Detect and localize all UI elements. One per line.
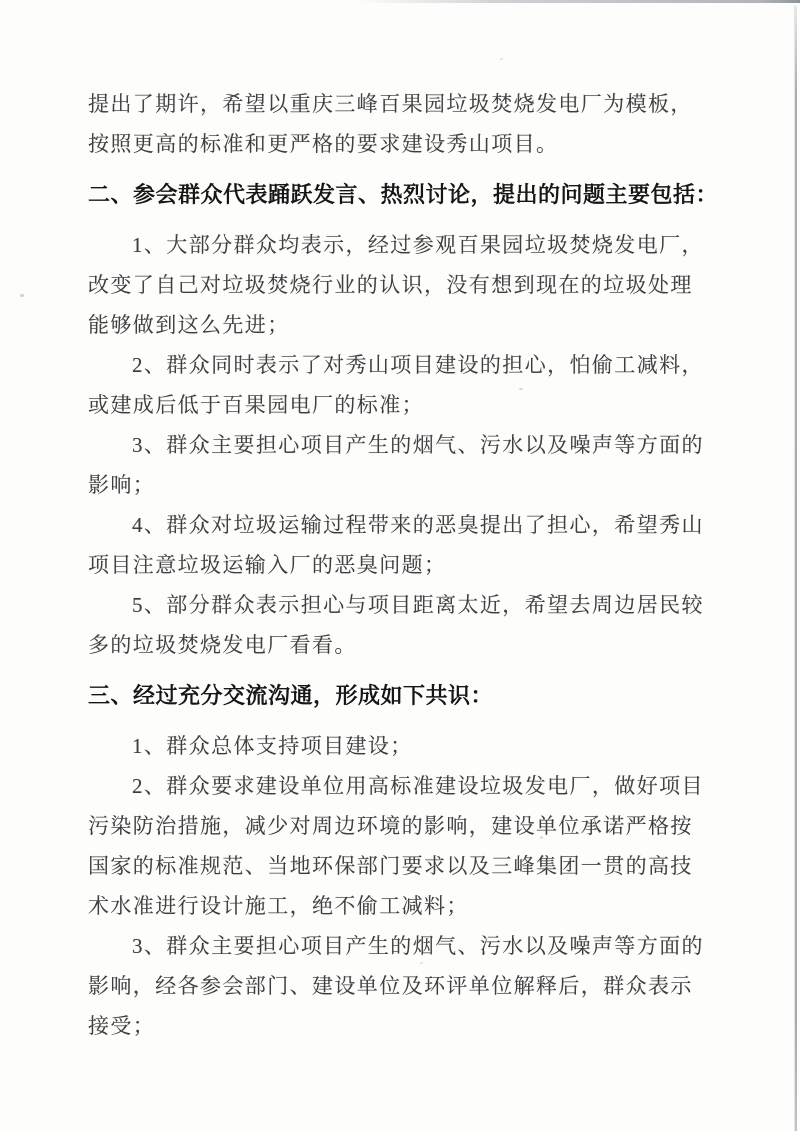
text-line: 三、经过充分交流沟通，形成如下共识： bbox=[88, 683, 494, 708]
section3-item-2 bbox=[88, 766, 704, 926]
text-line: 3、群众主要担心项目产生的烟气、污水以及噪声等方面的 bbox=[132, 934, 704, 958]
section2-item-5 bbox=[88, 585, 704, 665]
text-line: 国家的标准规范、当地环保部门要求以及三峰集团一贯的高技 bbox=[88, 854, 693, 878]
text-line: 多的垃圾焚烧发电厂看看。 bbox=[88, 633, 357, 657]
text-line: 污染防治措施，减少对周边环境的影响，建设单位承诺严格按 bbox=[88, 814, 693, 838]
text-line: 二、参会群众代表踊跃发言、热烈讨论，提出的问题主要包括： bbox=[88, 182, 719, 207]
text-line: 按照更高的标准和更严格的要求建设秀山项目。 bbox=[88, 132, 559, 156]
text-line: 或建成后低于百果园电厂的标准； bbox=[88, 393, 424, 417]
section2-item-1 bbox=[88, 225, 704, 345]
text-line: 5、部分群众表示担心与项目距离太近，希望去周边居民较 bbox=[132, 593, 704, 617]
text-line: 影响； bbox=[88, 473, 156, 497]
text-line: 项目注意垃圾运输入厂的恶臭问题； bbox=[88, 553, 447, 577]
section2-item-4 bbox=[88, 505, 704, 585]
text-line: 2、群众同时表示了对秀山项目建设的担心，怕偷工减料， bbox=[132, 353, 704, 377]
text-line: 4、群众对垃圾运输过程带来的恶臭提出了担心，希望秀山 bbox=[132, 513, 704, 537]
text-line: 2、群众要求建设单位用高标准建设垃圾发电厂，做好项目 bbox=[132, 774, 704, 798]
text-line: 能够做到这么先进； bbox=[88, 313, 290, 337]
paragraph-continuation bbox=[88, 84, 700, 164]
text-line: 提出了期许，希望以重庆三峰百果园垃圾焚烧发电厂为模板， bbox=[88, 92, 693, 116]
section2-item-3 bbox=[88, 425, 704, 505]
text-line: 术水准进行设计施工，绝不偷工减料； bbox=[88, 894, 469, 918]
section-heading-3 bbox=[88, 675, 700, 717]
text-line: 1、大部分群众均表示，经过参观百果园垃圾焚烧发电厂， bbox=[132, 233, 704, 257]
text-line: 影响，经各参会部门、建设单位及环评单位解释后，群众表示 bbox=[88, 974, 693, 998]
text-line: 改变了自己对垃圾焚烧行业的认识，没有想到现在的垃圾处理 bbox=[88, 273, 693, 297]
text-line: 3、群众主要担心项目产生的烟气、污水以及噪声等方面的 bbox=[132, 433, 704, 457]
section3-item-3 bbox=[88, 926, 704, 1046]
section-heading-2 bbox=[88, 174, 719, 216]
section3-item-1 bbox=[88, 726, 700, 766]
text-line: 1、群众总体支持项目建设； bbox=[132, 734, 413, 758]
section2-item-2 bbox=[88, 345, 704, 425]
text-line: 接受； bbox=[88, 1014, 156, 1038]
